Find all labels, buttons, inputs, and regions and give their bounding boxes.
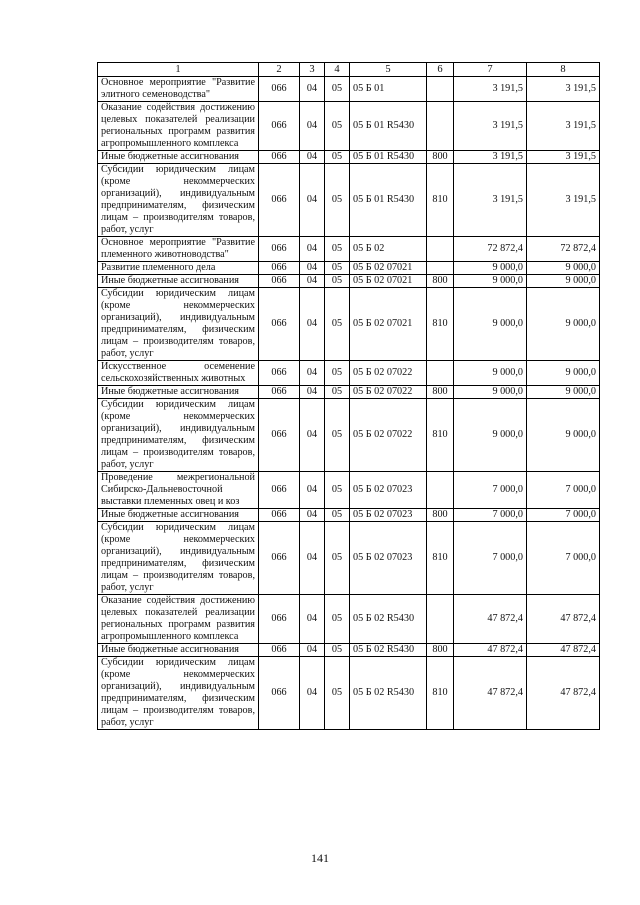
expense-name-cell: Субсидии юридическим лицам (кроме некоммерческих организаций), индивидуальным предпринимателям, физическим лицам – производителям товаров, работ, услуг [98,522,259,595]
section-code-cell: 04 [300,644,325,657]
header-cell: 8 [527,63,600,77]
section-code-cell: 04 [300,522,325,595]
target-code-cell: 05 Б 01 R5430 [350,164,427,237]
ministry-code-cell: 066 [259,288,300,361]
amount-second-cell: 3 191,5 [527,102,600,151]
expense-type-cell: 810 [427,164,454,237]
target-code-cell: 05 Б 02 07021 [350,262,427,275]
table-row [98,472,600,509]
amount-second-cell: 47 872,4 [527,644,600,657]
header-cell: 1 [98,63,259,77]
target-code-cell: 05 Б 02 07021 [350,275,427,288]
subsection-code-cell: 05 [325,522,350,595]
expense-type-cell: 800 [427,509,454,522]
amount-first-cell: 72 872,4 [454,237,527,262]
expense-type-cell: 810 [427,399,454,472]
ministry-code-cell: 066 [259,657,300,730]
header-cell: 3 [300,63,325,77]
expense-name-cell: Субсидии юридическим лицам (кроме некоммерческих организаций), индивидуальным предпринимателям, физическим лицам – производителям товаров, работ, услуг [98,288,259,361]
table-row [98,102,600,151]
table-header-row [98,63,600,77]
subsection-code-cell: 05 [325,361,350,386]
amount-first-cell: 3 191,5 [454,102,527,151]
amount-second-cell: 7 000,0 [527,472,600,509]
expense-name-cell: Иные бюджетные ассигнования [98,386,259,399]
section-code-cell: 04 [300,77,325,102]
expense-type-cell: 800 [427,644,454,657]
section-code-cell: 04 [300,399,325,472]
subsection-code-cell: 05 [325,237,350,262]
amount-second-cell: 47 872,4 [527,657,600,730]
amount-first-cell: 47 872,4 [454,657,527,730]
expense-type-cell: 810 [427,288,454,361]
amount-second-cell: 9 000,0 [527,288,600,361]
subsection-code-cell: 05 [325,262,350,275]
amount-first-cell: 7 000,0 [454,472,527,509]
section-code-cell: 04 [300,151,325,164]
amount-first-cell: 7 000,0 [454,522,527,595]
expense-name-cell: Субсидии юридическим лицам (кроме некоммерческих организаций), индивидуальным предпринимателям, физическим лицам – производителям товаров, работ, услуг [98,164,259,237]
table-row [98,237,600,262]
target-code-cell: 05 Б 02 07023 [350,472,427,509]
expense-type-cell: 800 [427,275,454,288]
table-row [98,77,600,102]
ministry-code-cell: 066 [259,386,300,399]
table-row [98,399,600,472]
section-code-cell: 04 [300,262,325,275]
subsection-code-cell: 05 [325,399,350,472]
expense-name-cell: Оказание содействия достижению целевых показателей реализации региональных программ развития агропромышленного комплекса [98,102,259,151]
amount-second-cell: 72 872,4 [527,237,600,262]
ministry-code-cell: 066 [259,522,300,595]
amount-first-cell: 3 191,5 [454,164,527,237]
subsection-code-cell: 05 [325,509,350,522]
target-code-cell: 05 Б 02 R5430 [350,657,427,730]
amount-first-cell: 9 000,0 [454,361,527,386]
subsection-code-cell: 05 [325,288,350,361]
amount-first-cell: 9 000,0 [454,399,527,472]
header-cell: 2 [259,63,300,77]
target-code-cell: 05 Б 01 R5430 [350,151,427,164]
section-code-cell: 04 [300,595,325,644]
amount-first-cell: 9 000,0 [454,275,527,288]
amount-first-cell: 9 000,0 [454,386,527,399]
expense-type-cell: 800 [427,151,454,164]
target-code-cell: 05 Б 02 07022 [350,386,427,399]
table-row [98,164,600,237]
table-row [98,151,600,164]
header-cell: 6 [427,63,454,77]
section-code-cell: 04 [300,386,325,399]
ministry-code-cell: 066 [259,595,300,644]
expense-type-cell [427,472,454,509]
ministry-code-cell: 066 [259,164,300,237]
header-cell: 4 [325,63,350,77]
table-row [98,657,600,730]
table-row [98,595,600,644]
expense-name-cell: Проведение межрегиональной Сибирско-Дальневосточной выставки племенных овец и коз [98,472,259,509]
table-row [98,288,600,361]
section-code-cell: 04 [300,288,325,361]
ministry-code-cell: 066 [259,262,300,275]
amount-first-cell: 47 872,4 [454,644,527,657]
subsection-code-cell: 05 [325,275,350,288]
expense-type-cell [427,595,454,644]
ministry-code-cell: 066 [259,509,300,522]
amount-second-cell: 3 191,5 [527,164,600,237]
expense-name-cell: Оказание содействия достижению целевых показателей реализации региональных программ развития агропромышленного комплекса [98,595,259,644]
expense-name-cell: Развитие племенного дела [98,262,259,275]
header-cell: 7 [454,63,527,77]
table-row [98,644,600,657]
expense-name-cell: Иные бюджетные ассигнования [98,275,259,288]
section-code-cell: 04 [300,657,325,730]
subsection-code-cell: 05 [325,595,350,644]
amount-second-cell: 9 000,0 [527,275,600,288]
amount-first-cell: 47 872,4 [454,595,527,644]
amount-second-cell: 9 000,0 [527,361,600,386]
ministry-code-cell: 066 [259,472,300,509]
expense-type-cell [427,262,454,275]
table-row [98,361,600,386]
expense-name-cell: Субсидии юридическим лицам (кроме некоммерческих организаций), индивидуальным предпринимателям, физическим лицам – производителям товаров, работ, услуг [98,399,259,472]
target-code-cell: 05 Б 01 [350,77,427,102]
table-row [98,386,600,399]
subsection-code-cell: 05 [325,151,350,164]
amount-first-cell: 3 191,5 [454,77,527,102]
amount-second-cell: 7 000,0 [527,522,600,595]
target-code-cell: 05 Б 02 07022 [350,399,427,472]
target-code-cell: 05 Б 01 R5430 [350,102,427,151]
expense-type-cell: 810 [427,657,454,730]
expense-type-cell: 800 [427,386,454,399]
ministry-code-cell: 066 [259,275,300,288]
section-code-cell: 04 [300,102,325,151]
expense-type-cell [427,102,454,151]
expense-type-cell [427,361,454,386]
target-code-cell: 05 Б 02 [350,237,427,262]
subsection-code-cell: 05 [325,77,350,102]
expense-type-cell [427,237,454,262]
amount-second-cell: 47 872,4 [527,595,600,644]
expense-type-cell [427,77,454,102]
target-code-cell: 05 Б 02 07021 [350,288,427,361]
section-code-cell: 04 [300,164,325,237]
table-body [98,77,600,730]
section-code-cell: 04 [300,472,325,509]
ministry-code-cell: 066 [259,102,300,151]
ministry-code-cell: 066 [259,361,300,386]
amount-first-cell: 3 191,5 [454,151,527,164]
expense-name-cell: Иные бюджетные ассигнования [98,151,259,164]
ministry-code-cell: 066 [259,151,300,164]
amount-first-cell: 7 000,0 [454,509,527,522]
subsection-code-cell: 05 [325,657,350,730]
amount-second-cell: 3 191,5 [527,151,600,164]
table-row [98,275,600,288]
expense-name-cell: Субсидии юридическим лицам (кроме некоммерческих организаций), индивидуальным предпринимателям, физическим лицам – производителям товаров, работ, услуг [98,657,259,730]
target-code-cell: 05 Б 02 R5430 [350,595,427,644]
amount-second-cell: 9 000,0 [527,262,600,275]
expense-type-cell: 810 [427,522,454,595]
expense-name-cell: Иные бюджетные ассигнования [98,644,259,657]
section-code-cell: 04 [300,361,325,386]
section-code-cell: 04 [300,509,325,522]
header-cell: 5 [350,63,427,77]
target-code-cell: 05 Б 02 07022 [350,361,427,386]
target-code-cell: 05 Б 02 07023 [350,509,427,522]
ministry-code-cell: 066 [259,237,300,262]
section-code-cell: 04 [300,237,325,262]
subsection-code-cell: 05 [325,164,350,237]
ministry-code-cell: 066 [259,77,300,102]
ministry-code-cell: 066 [259,644,300,657]
amount-second-cell: 9 000,0 [527,386,600,399]
target-code-cell: 05 Б 02 07023 [350,522,427,595]
amount-second-cell: 9 000,0 [527,399,600,472]
subsection-code-cell: 05 [325,102,350,151]
table-row [98,509,600,522]
expense-name-cell: Искусственное осеменение сельскохозяйственных животных [98,361,259,386]
section-code-cell: 04 [300,275,325,288]
ministry-code-cell: 066 [259,399,300,472]
subsection-code-cell: 05 [325,644,350,657]
budget-table [97,62,600,730]
target-code-cell: 05 Б 02 R5430 [350,644,427,657]
amount-first-cell: 9 000,0 [454,288,527,361]
subsection-code-cell: 05 [325,386,350,399]
table-row [98,262,600,275]
page-number: 141 [311,851,329,865]
subsection-code-cell: 05 [325,472,350,509]
expense-name-cell: Иные бюджетные ассигнования [98,509,259,522]
amount-second-cell: 7 000,0 [527,509,600,522]
expense-name-cell: Основное мероприятие "Развитие элитного семеноводства" [98,77,259,102]
amount-second-cell: 3 191,5 [527,77,600,102]
table-row [98,522,600,595]
amount-first-cell: 9 000,0 [454,262,527,275]
expense-name-cell: Основное мероприятие "Развитие племенного животноводства" [98,237,259,262]
